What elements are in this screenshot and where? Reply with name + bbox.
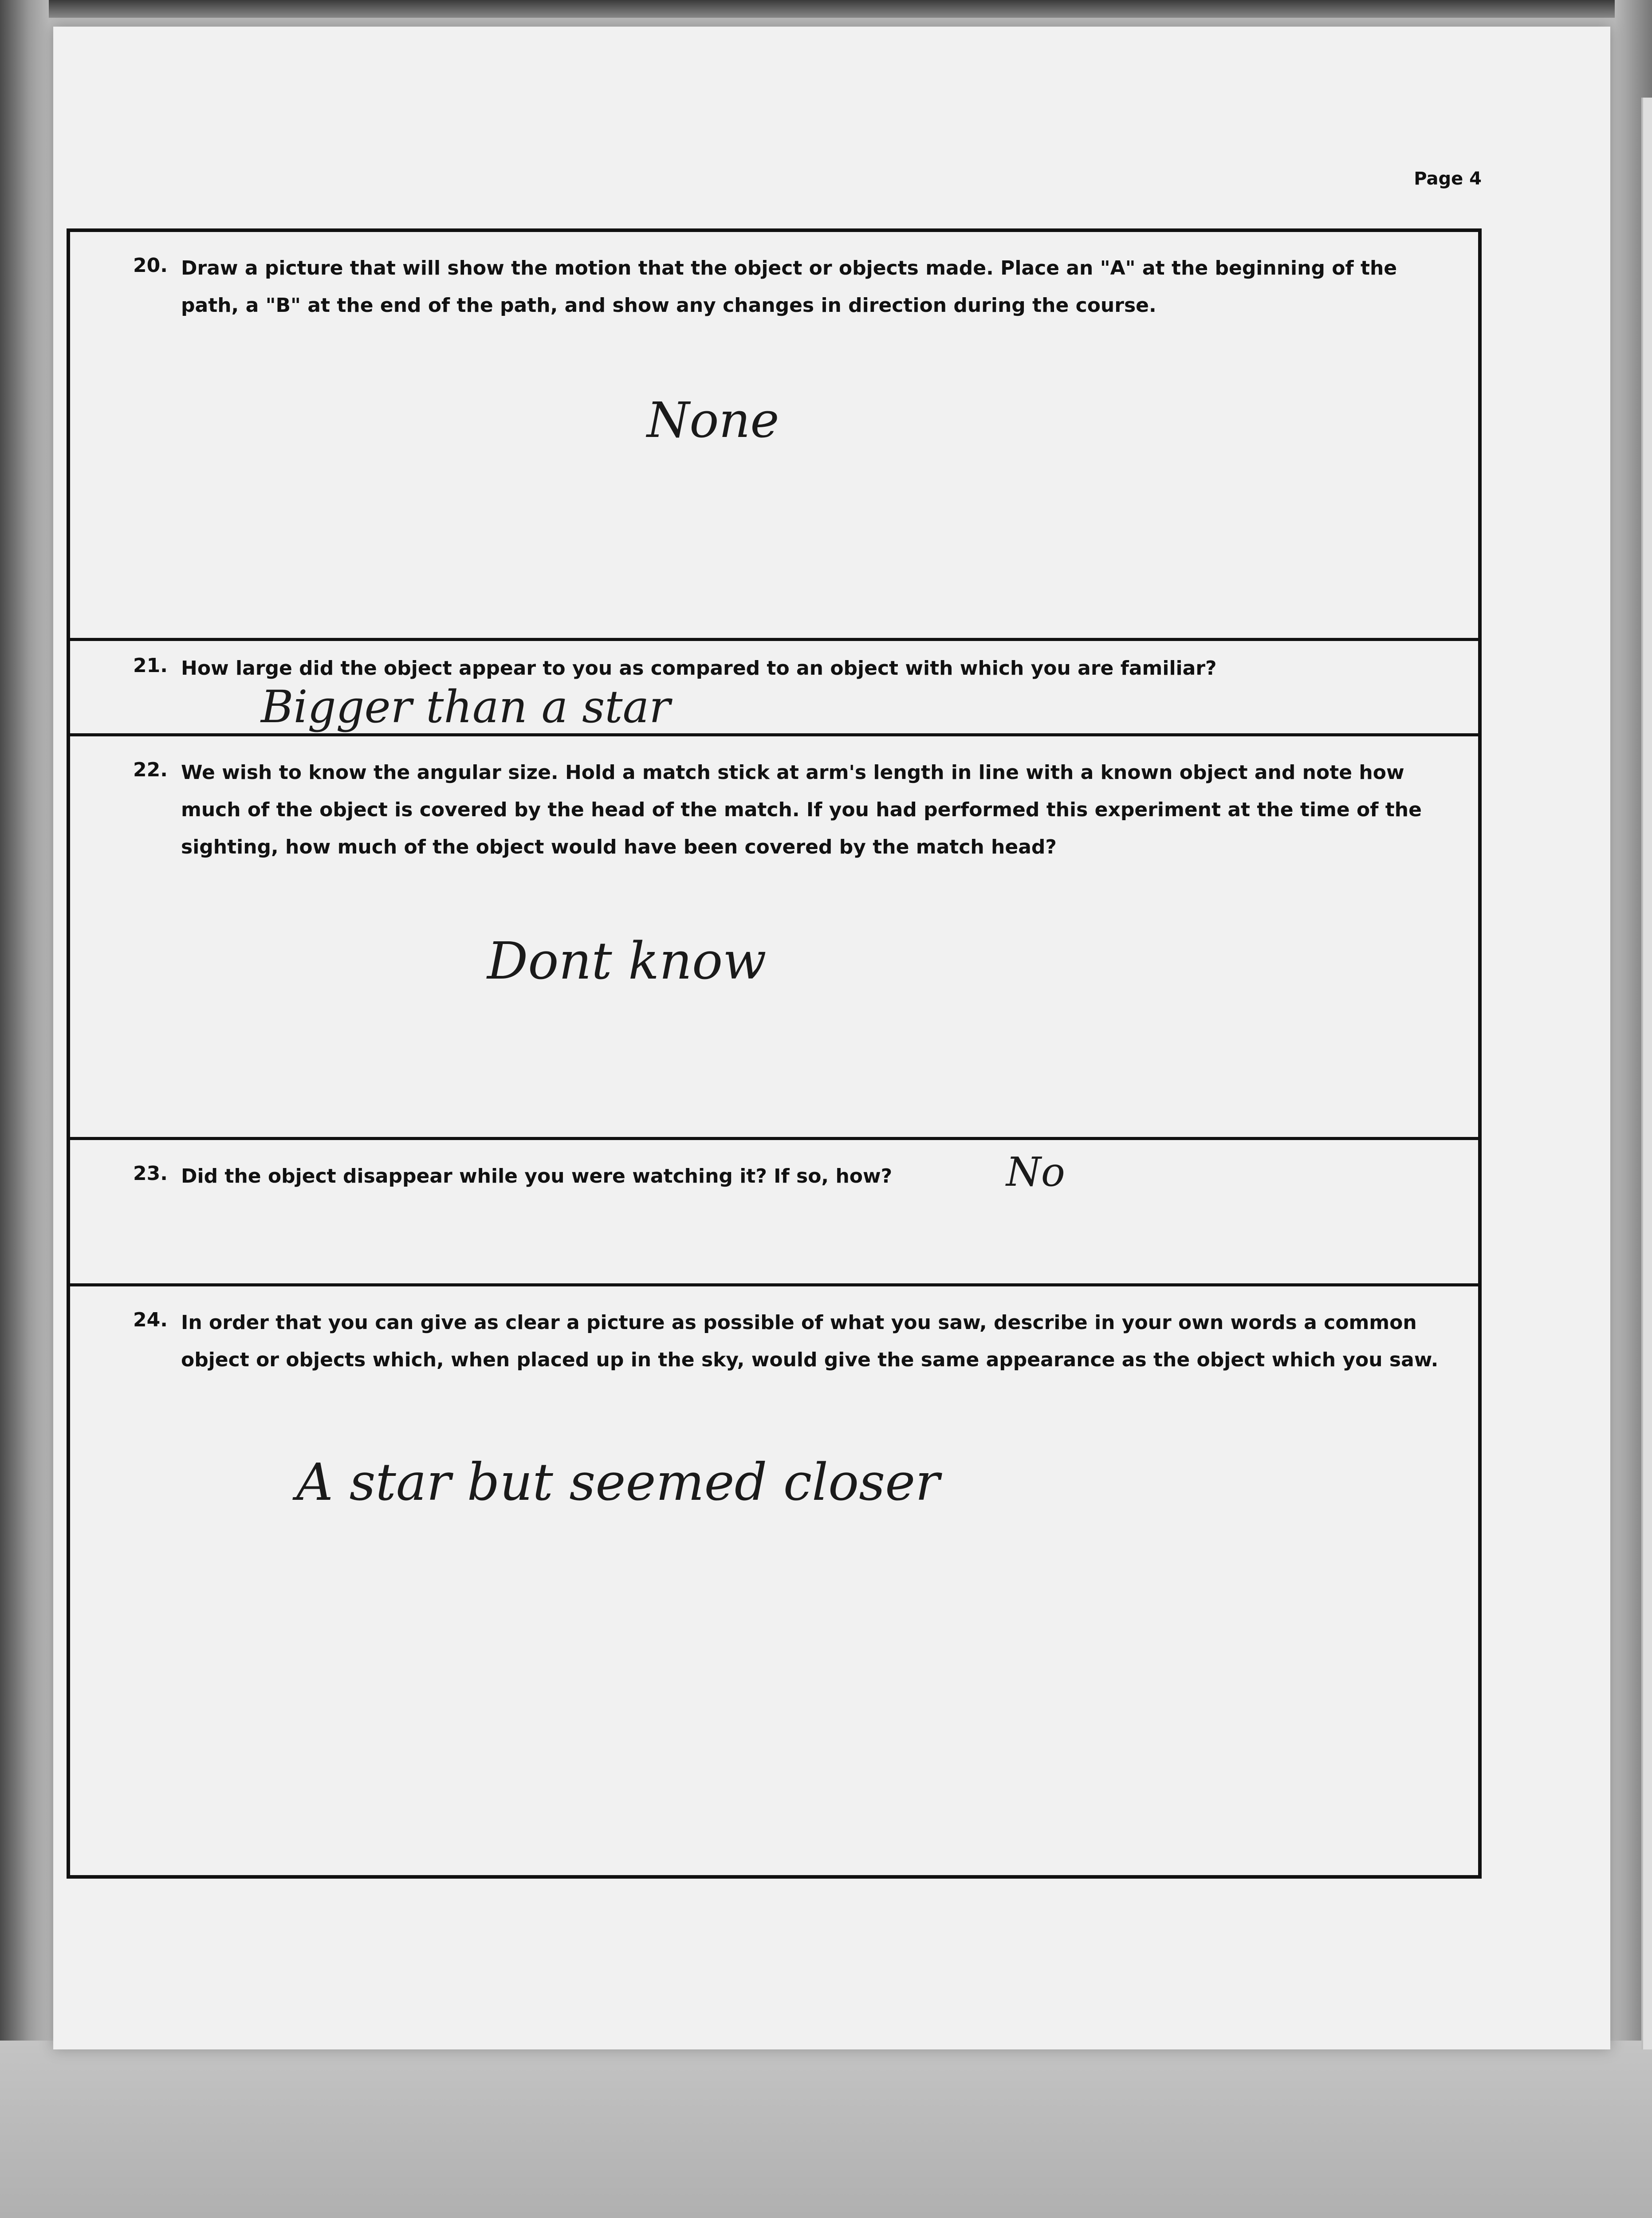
question-text: We wish to know the angular size. Hold a match stick at arm's length in line with a known object and note how much of the object is covered by the head of the match. If you had performed this experiment at the time of the sighting, how much of the object would have been covered by the match head? bbox=[181, 761, 1422, 858]
scan-edge-left bbox=[0, 0, 49, 2218]
question-number: 22. bbox=[133, 759, 168, 781]
underlying-page-edge bbox=[1641, 98, 1652, 2049]
question-text: Did the object disappear while you were watching it? If so, how? bbox=[181, 1165, 893, 1188]
scan-background-bottom bbox=[0, 2041, 1652, 2218]
handwritten-answer: Dont know bbox=[487, 932, 767, 991]
question-23-section bbox=[70, 1137, 1478, 1283]
question-number: 21. bbox=[133, 654, 168, 677]
question-form bbox=[67, 228, 1482, 1879]
scan-edge-top bbox=[0, 0, 1652, 18]
handwritten-answer: Bigger than a star bbox=[261, 681, 670, 733]
handwritten-answer: No bbox=[1006, 1149, 1065, 1196]
question-24-section bbox=[70, 1283, 1478, 1876]
question-20-section bbox=[70, 232, 1478, 638]
page-number: Page 4 bbox=[1414, 169, 1482, 189]
question-text: How large did the object appear to you as compared to an object with which you are familiar? bbox=[181, 657, 1217, 680]
question-number: 20. bbox=[133, 254, 168, 277]
handwritten-answer: A star but seemed closer bbox=[296, 1453, 940, 1512]
question-21-section bbox=[70, 638, 1478, 733]
question-22-section bbox=[70, 733, 1478, 1137]
question-number: 24. bbox=[133, 1309, 168, 1331]
handwritten-answer: None bbox=[647, 392, 779, 448]
question-number: 23. bbox=[133, 1162, 168, 1185]
question-text: In order that you can give as clear a picture as possible of what you saw, describe in your own words a common object or objects which, when placed up in the sky, would give the same appearance as the object which you saw. bbox=[181, 1311, 1439, 1371]
question-text: Draw a picture that will show the motion that the object or objects made. Place an "A" at the beginning of the path, a "B" at the end of the path, and show any changes in direction during the course. bbox=[181, 257, 1397, 317]
